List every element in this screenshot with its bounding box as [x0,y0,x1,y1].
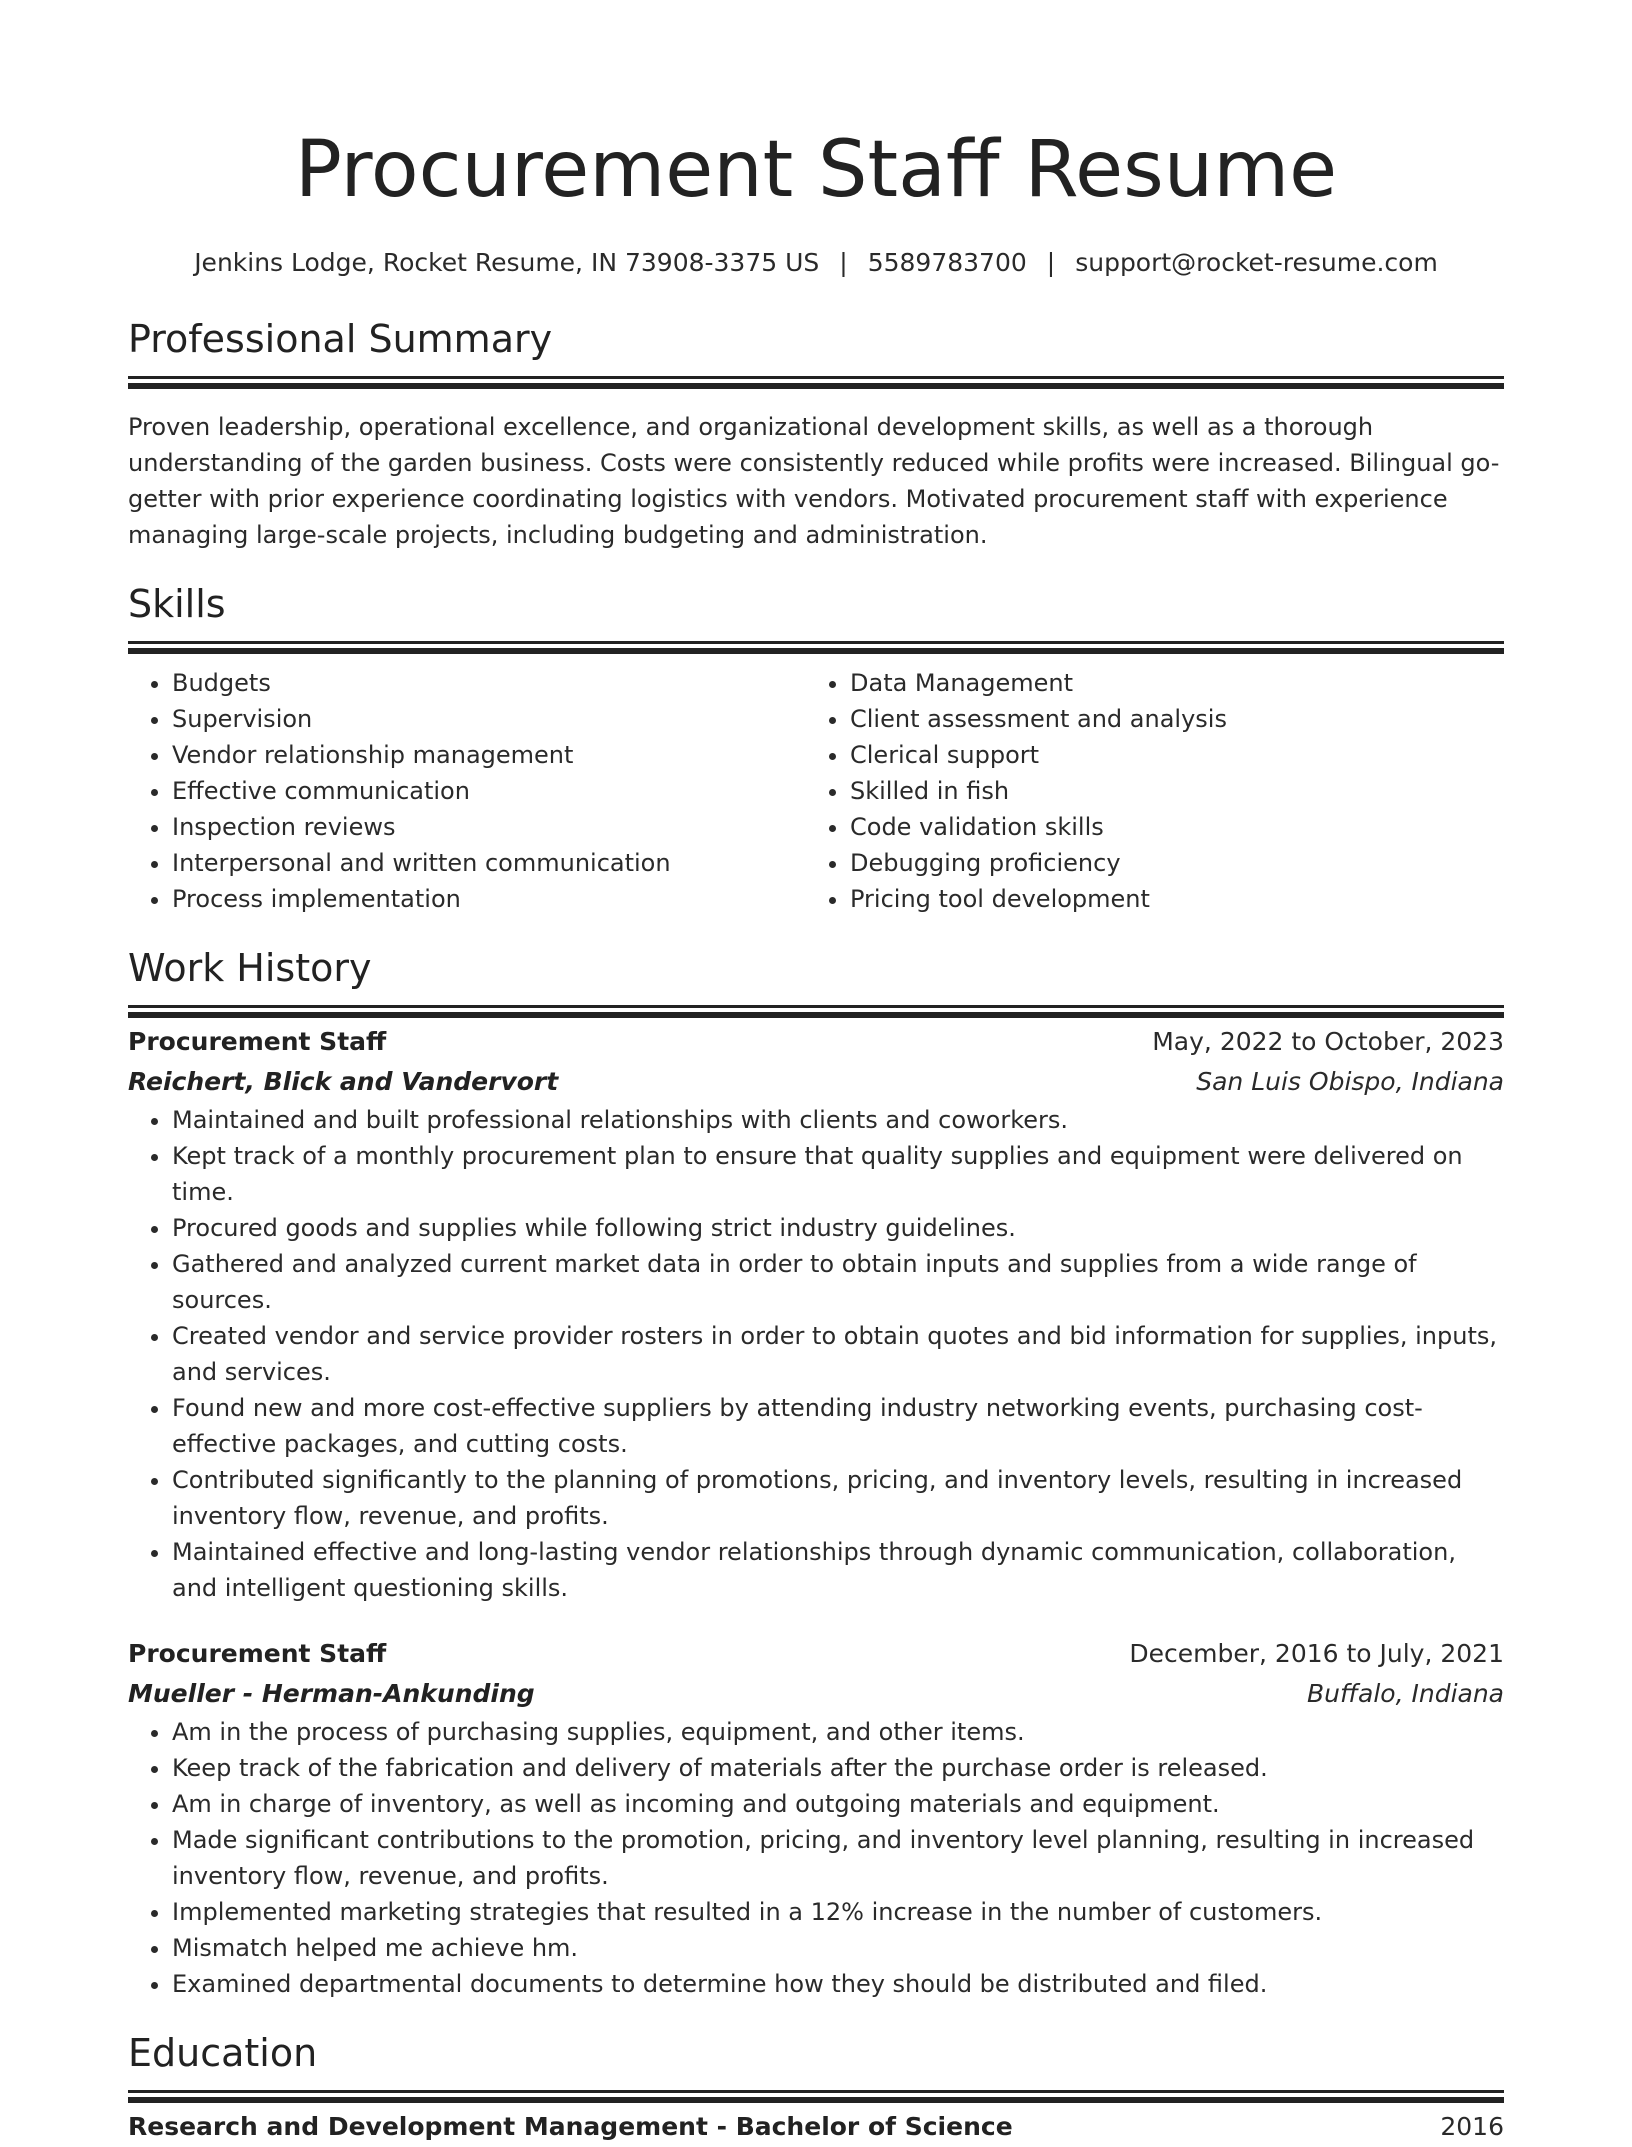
skill-item: • Vendor relationship management [172,737,806,773]
skill-item: • Budgets [172,665,806,701]
skill-item: • Skilled in fish [850,773,1484,809]
section-divider [128,376,1504,379]
skills-column-right [806,665,1484,917]
skill-item: • Debugging proficiency [850,845,1484,881]
skills-heading: Skills [128,582,226,626]
job-title: Procurement Staff [128,1027,387,1056]
job-bullet: • Made significant contributions to the promotion, pricing, and inventory level planning, resulting in increased inventory flow, revenue, and profits. [172,1822,1504,1894]
job-bullet: • Gathered and analyzed current market data in order to obtain inputs and supplies from a wide range of sources. [172,1246,1504,1318]
job-entry [128,1634,1504,2002]
job-company: Mueller - Herman-Ankunding [128,1679,535,1708]
contact-separator: | [839,248,848,277]
contact-line [128,246,1504,280]
education-year: 2016 [1440,2112,1504,2141]
job-bullet: • Kept track of a monthly procurement plan to ensure that quality supplies and equipment were delivered on time. [172,1138,1504,1210]
skills-section [128,579,1504,917]
skills-list-right [806,665,1484,917]
section-divider [128,641,1504,644]
contact-email: support@rocket-resume.com [1075,248,1438,277]
job-bullets [128,1102,1504,1606]
job-header [128,1022,1504,1062]
skills-list-left [128,665,806,917]
skills-grid [128,665,1504,917]
skill-item: • Supervision [172,701,806,737]
resume-page [128,0,1504,2147]
job-bullet: • Maintained and built professional relationships with clients and coworkers. [172,1102,1504,1138]
summary-section [128,314,1504,553]
job-bullet: • Contributed significantly to the planning of promotions, pricing, and inventory levels, resulting in increased inventory flow, revenue, and profits. [172,1462,1504,1534]
contact-address: Jenkins Lodge, Rocket Resume, IN 73908-3375 US [194,248,820,277]
contact-separator: | [1046,248,1056,277]
contact-phone: 5589783700 [867,248,1027,277]
job-bullet: • Procured goods and supplies while following strict industry guidelines. [172,1210,1504,1246]
summary-heading: Professional Summary [128,317,553,361]
job-bullet: • Keep track of the fabrication and delivery of materials after the purchase order is released. [172,1750,1504,1786]
skill-item: • Pricing tool development [850,881,1484,917]
job-header [128,1634,1504,1674]
skill-item: • Interpersonal and written communication [172,845,806,881]
work-history-section [128,943,1504,2002]
section-divider [128,1005,1504,1008]
skill-item: • Effective communication [172,773,806,809]
skill-item: • Data Management [850,665,1484,701]
job-company: Reichert, Blick and Vandervort [128,1067,559,1096]
job-dates: May, 2022 to October, 2023 [1152,1027,1504,1056]
job-bullet: • Maintained effective and long-lasting vendor relationships through dynamic communication, collaboration, and intelligent questioning skills. [172,1534,1504,1606]
skill-item: • Process implementation [172,881,806,917]
education-heading: Education [128,2031,318,2075]
skill-item: • Code validation skills [850,809,1484,845]
job-subheader [128,1062,1504,1102]
job-bullet: • Implemented marketing strategies that resulted in a 12% increase in the number of customers. [172,1894,1504,1930]
job-bullet: • Am in the process of purchasing supplies, equipment, and other items. [172,1714,1504,1750]
job-title: Procurement Staff [128,1639,387,1668]
education-entry [128,2107,1504,2147]
section-divider [128,2090,1504,2093]
skills-column-left [128,665,806,917]
skill-item: • Clerical support [850,737,1484,773]
job-bullet: • Found new and more cost-effective suppliers by attending industry networking events, purchasing cost-effective packages, and cutting costs. [172,1390,1504,1462]
job-bullets [128,1714,1504,2002]
work-history-heading: Work History [128,946,372,990]
resume-title: Procurement Staff Resume [294,125,1338,215]
job-location: Buffalo, Indiana [1306,1679,1504,1708]
job-bullet: • Mismatch helped me achieve hm. [172,1930,1504,1966]
job-dates: December, 2016 to July, 2021 [1129,1639,1504,1668]
education-section [128,2028,1504,2147]
job-entry [128,1022,1504,1606]
job-location: San Luis Obispo, Indiana [1196,1067,1504,1096]
job-bullet: • Am in charge of inventory, as well as incoming and outgoing materials and equipment. [172,1786,1504,1822]
education-degree: Research and Development Management - Bachelor of Science [128,2112,1013,2141]
job-subheader [128,1674,1504,1714]
job-bullet: • Created vendor and service provider rosters in order to obtain quotes and bid information for supplies, inputs, and services. [172,1318,1504,1390]
summary-text: Proven leadership, operational excellence, and organizational development skills, as well as a thorough understanding of the garden business. Costs were consistently reduced while profits were increased. Bilingual go-getter with prior experience coordinating logistics with vendors. Motivated procurement staff with experience managing large-scale projects, including budgeting and administration. [128,413,1500,549]
job-bullet: • Examined departmental documents to determine how they should be distributed and filed. [172,1966,1504,2002]
skill-item: • Inspection reviews [172,809,806,845]
skill-item: • Client assessment and analysis [850,701,1484,737]
